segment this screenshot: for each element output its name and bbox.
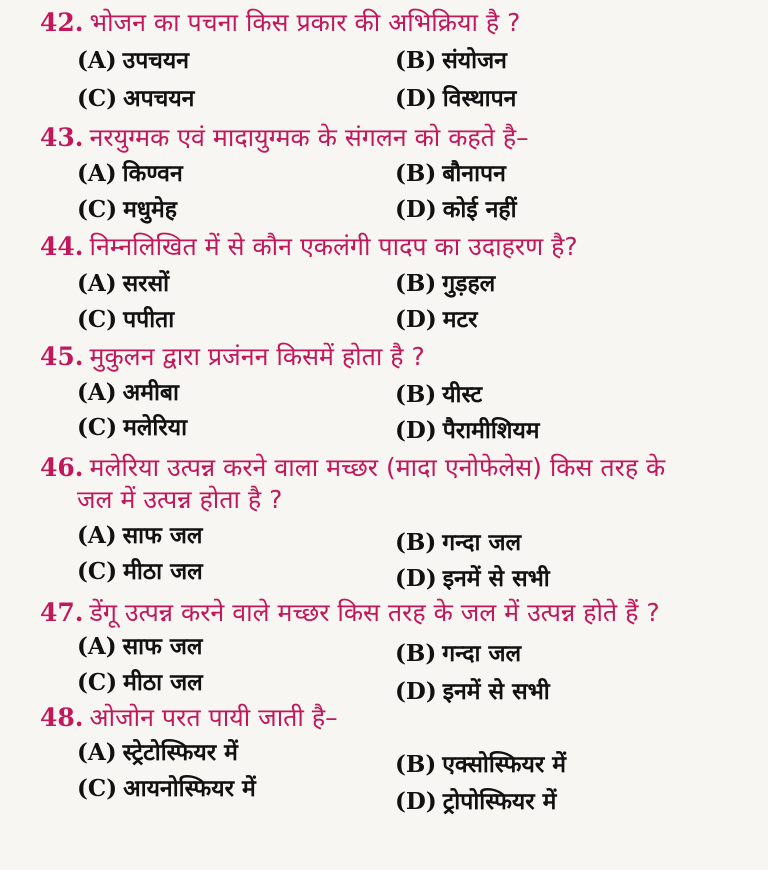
option-text: किण्वन — [122, 161, 183, 187]
question-number: 44. — [40, 232, 84, 261]
option-d — [395, 195, 517, 225]
option-a — [77, 159, 183, 189]
option-label: (D) — [395, 417, 437, 444]
option-c — [77, 195, 177, 225]
question-text: जल में उत्पन्न होता है ? — [77, 485, 283, 514]
question-text: भोजन का पचना किस प्रकार की अभिक्रिया है ? — [89, 8, 521, 37]
option-label: (C) — [77, 775, 118, 802]
question-text-line — [40, 702, 744, 734]
option-text: मधुमेह — [123, 197, 177, 223]
option-c — [77, 557, 203, 587]
option-label: (C) — [77, 558, 118, 585]
question-text: निम्नलिखित में से कौन एकलंगी पादप का उदाहरण है? — [89, 232, 578, 261]
option-label: (A) — [77, 379, 117, 406]
option-label: (C) — [77, 196, 118, 223]
question-text-line — [40, 122, 744, 154]
option-b — [395, 750, 566, 780]
option-a — [77, 632, 203, 662]
question-number: 47. — [40, 598, 84, 627]
option-text: उपचयन — [122, 48, 190, 74]
option-b — [395, 159, 506, 189]
option-text: मटर — [442, 307, 478, 333]
option-text: यीस्ट — [442, 382, 483, 408]
question-text: ओजोन परत पायी जाती है– — [89, 703, 338, 732]
question-number: 42. — [40, 8, 84, 37]
option-c — [77, 84, 194, 114]
option-text: पपीता — [123, 307, 175, 333]
option-label: (D) — [395, 196, 437, 223]
option-label: (B) — [395, 751, 437, 778]
option-d — [395, 305, 477, 335]
option-label: (D) — [395, 788, 437, 815]
option-label: (B) — [395, 160, 437, 187]
option-label: (D) — [395, 85, 437, 112]
option-label: (B) — [395, 529, 437, 556]
option-b — [395, 639, 521, 669]
option-b — [395, 380, 482, 410]
option-d — [395, 84, 516, 114]
question-text-continuation — [77, 484, 744, 516]
question-text: मुकुलन द्वारा प्रजंनन किसमें होता है ? — [89, 342, 425, 371]
option-text: सरसों — [122, 271, 170, 297]
option-a — [77, 521, 203, 551]
option-text: आयनोस्फियर में — [123, 776, 256, 802]
option-text: विस्थापन — [442, 86, 517, 112]
option-label: (C) — [77, 669, 118, 696]
option-a — [77, 269, 169, 299]
option-text: साफ जल — [122, 634, 203, 660]
option-label: (B) — [395, 270, 437, 297]
option-label: (D) — [395, 678, 437, 705]
option-c — [77, 774, 256, 804]
option-a — [77, 738, 238, 768]
option-text: ट्रोपोस्फियर में — [442, 789, 557, 815]
question-number: 43. — [40, 123, 84, 152]
option-text: इनमें से सभी — [442, 566, 550, 592]
option-b — [395, 269, 495, 299]
option-d — [395, 787, 556, 817]
option-text: एक्सोस्फियर में — [442, 752, 566, 778]
question-text-line — [40, 597, 744, 629]
option-c — [77, 413, 187, 443]
option-label: (D) — [395, 306, 437, 333]
question-text: मलेरिया उत्पन्न करने वाला मच्छर (मादा एनोफेलेस) किस तरह के — [89, 453, 666, 482]
question-text-line — [40, 231, 744, 263]
question-text-line — [40, 7, 744, 39]
option-label: (A) — [77, 270, 117, 297]
option-text: गन्दा जल — [442, 530, 522, 556]
question-number: 46. — [40, 453, 84, 482]
option-text: स्ट्रेटोस्फियर में — [122, 740, 238, 766]
option-text: मलेरिया — [123, 415, 188, 441]
question-number: 48. — [40, 703, 84, 732]
option-text: पैरामीशियम — [442, 418, 540, 444]
option-b — [395, 46, 507, 76]
option-label: (D) — [395, 565, 437, 592]
option-text: मीठा जल — [123, 670, 203, 696]
option-text: इनमें से सभी — [442, 679, 550, 705]
question-text-line — [40, 452, 744, 484]
option-text: गुड़हल — [442, 271, 496, 297]
option-label: (B) — [395, 640, 437, 667]
question-number: 45. — [40, 342, 84, 371]
option-label: (C) — [77, 306, 118, 333]
option-text: बौनापन — [442, 161, 506, 187]
option-text: संयोजन — [442, 48, 507, 74]
option-c — [77, 668, 203, 698]
option-label: (A) — [77, 522, 117, 549]
option-b — [395, 528, 521, 558]
option-label: (A) — [77, 160, 117, 187]
option-d — [395, 416, 540, 446]
option-text: कोई नहीं — [442, 197, 517, 223]
option-label: (C) — [77, 85, 118, 112]
option-d — [395, 564, 550, 594]
option-text: अपचयन — [123, 86, 195, 112]
option-label: (A) — [77, 47, 117, 74]
option-label: (A) — [77, 739, 117, 766]
option-c — [77, 305, 174, 335]
option-label: (C) — [77, 414, 118, 441]
option-text: अमीबा — [122, 380, 179, 406]
option-text: साफ जल — [122, 523, 203, 549]
option-a — [77, 378, 179, 408]
option-label: (B) — [395, 47, 437, 74]
question-text-line — [40, 341, 744, 373]
option-label: (A) — [77, 633, 117, 660]
option-text: गन्दा जल — [442, 641, 522, 667]
option-label: (B) — [395, 381, 437, 408]
question-text: डेंगू उत्पन्न करने वाले मच्छर किस तरह के जल में उत्पन्न होते हैं ? — [89, 598, 660, 627]
option-a — [77, 46, 189, 76]
question-text: नरयुग्मक एवं मादायुग्मक के संगलन को कहते है– — [89, 123, 529, 152]
option-text: मीठा जल — [123, 559, 203, 585]
